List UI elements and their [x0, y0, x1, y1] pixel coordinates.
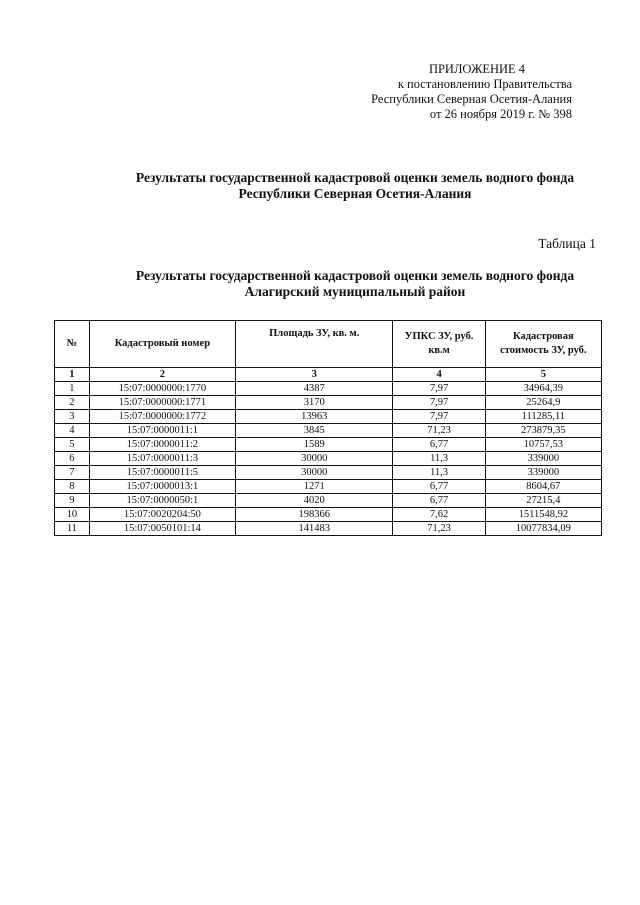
appendix-heading: ПРИЛОЖЕНИЕ 4: [428, 62, 526, 76]
row-number-cell: 5: [55, 438, 90, 452]
area-cell: 30000: [236, 466, 393, 480]
row-number-cell: 3: [55, 410, 90, 424]
cadastral-number-cell: 15:07:0050101:14: [89, 522, 235, 536]
upks-cell: 7,62: [393, 508, 485, 522]
table-row: [55, 522, 602, 536]
cadastral-value-cell: 1511548,92: [485, 508, 601, 522]
row-number-cell: 6: [55, 452, 90, 466]
cadastral-number-cell: 15:07:0000000:1770: [89, 382, 235, 396]
upks-cell: 71,23: [393, 424, 485, 438]
cadastral-number-cell: 15:07:0000011:1: [89, 424, 235, 438]
table-row: [55, 508, 602, 522]
upks-cell: 11,3: [393, 466, 485, 480]
area-cell: 1589: [236, 438, 393, 452]
row-number-cell: 9: [55, 494, 90, 508]
table-body: [55, 382, 602, 536]
upks-cell: 7,97: [393, 382, 485, 396]
table-row: [55, 494, 602, 508]
cadastral-value-cell: 8604,67: [485, 480, 601, 494]
area-cell: 4387: [236, 382, 393, 396]
table-row: [55, 382, 602, 396]
row-number-cell: 2: [55, 396, 90, 410]
header-cadastral-value: Кадастровая стоимость ЗУ, руб.: [485, 321, 601, 368]
upks-cell: 6,77: [393, 494, 485, 508]
cadastral-value-cell: 27215,4: [485, 494, 601, 508]
table-label: Таблица 1: [538, 236, 596, 251]
table-row: [55, 480, 602, 494]
cadastral-value-cell: 34964,39: [485, 382, 601, 396]
area-cell: 30000: [236, 452, 393, 466]
cadastral-number-cell: 15:07:0000013:1: [89, 480, 235, 494]
row-number-cell: 8: [55, 480, 90, 494]
area-cell: 3170: [236, 396, 393, 410]
upks-cell: 7,97: [393, 396, 485, 410]
title-line-1: Результаты государственной кадастровой оценки земель водного фонда: [135, 170, 575, 185]
cadastral-number-cell: 15:07:0000011:5: [89, 466, 235, 480]
subtitle-line-1: Результаты государственной кадастровой оценки земель водного фонда: [135, 268, 575, 283]
appendix-resolution: к постановлению Правительства: [397, 77, 572, 91]
cadastral-number-cell: 15:07:0000011:2: [89, 438, 235, 452]
table-row: [55, 466, 602, 480]
header-numbers-row: [55, 368, 602, 382]
upks-cell: 7,97: [393, 410, 485, 424]
subtitle-line-2: Алагирский муниципальный район: [244, 284, 466, 299]
area-cell: 4020: [236, 494, 393, 508]
upks-cell: 11,3: [393, 452, 485, 466]
row-number-cell: 1: [55, 382, 90, 396]
header-number-cell: 1: [55, 368, 90, 382]
row-number-cell: 7: [55, 466, 90, 480]
header-cadastral-number: Кадастровый номер: [89, 321, 235, 368]
appendix-block: [312, 62, 572, 122]
cadastral-value-cell: 10757,53: [485, 438, 601, 452]
results-table: [54, 320, 602, 536]
title-line-2: Республики Северная Осетия-Алания: [238, 186, 472, 201]
area-cell: 1271: [236, 480, 393, 494]
table-row: [55, 410, 602, 424]
row-number-cell: 10: [55, 508, 90, 522]
header-number-cell: 3: [236, 368, 393, 382]
area-cell: 13963: [236, 410, 393, 424]
cadastral-number-cell: 15:07:0020204:50: [89, 508, 235, 522]
table-subtitle: [60, 268, 640, 300]
upks-cell: 6,77: [393, 438, 485, 452]
row-number-cell: 4: [55, 424, 90, 438]
header-number: №: [55, 321, 90, 368]
area-cell: 141483: [236, 522, 393, 536]
header-number-cell: 4: [393, 368, 485, 382]
header-row: [55, 321, 602, 368]
upks-cell: 6,77: [393, 480, 485, 494]
header-number-cell: 5: [485, 368, 601, 382]
cadastral-number-cell: 15:07:0000000:1771: [89, 396, 235, 410]
table-row: [55, 424, 602, 438]
row-number-cell: 11: [55, 522, 90, 536]
cadastral-number-cell: 15:07:0000000:1772: [89, 410, 235, 424]
header-number-cell: 2: [89, 368, 235, 382]
cadastral-value-cell: 339000: [485, 466, 601, 480]
cadastral-value-cell: 273879,35: [485, 424, 601, 438]
upks-cell: 71,23: [393, 522, 485, 536]
cadastral-value-cell: 111285,11: [485, 410, 601, 424]
cadastral-value-cell: 10077834,09: [485, 522, 601, 536]
appendix-republic: Республики Северная Осетия-Алания: [371, 92, 572, 106]
cadastral-value-cell: 339000: [485, 452, 601, 466]
area-cell: 3845: [236, 424, 393, 438]
table-row: [55, 396, 602, 410]
table-row: [55, 452, 602, 466]
document-title: [60, 170, 640, 202]
header-area: Площадь ЗУ, кв. м.: [236, 321, 393, 368]
cadastral-number-cell: 15:07:0000050:1: [89, 494, 235, 508]
appendix-date: от 26 ноября 2019 г. № 398: [429, 107, 572, 121]
header-upks: УПКС ЗУ, руб. кв.м: [393, 321, 485, 368]
area-cell: 198366: [236, 508, 393, 522]
cadastral-value-cell: 25264,9: [485, 396, 601, 410]
cadastral-number-cell: 15:07:0000011:3: [89, 452, 235, 466]
table-row: [55, 438, 602, 452]
